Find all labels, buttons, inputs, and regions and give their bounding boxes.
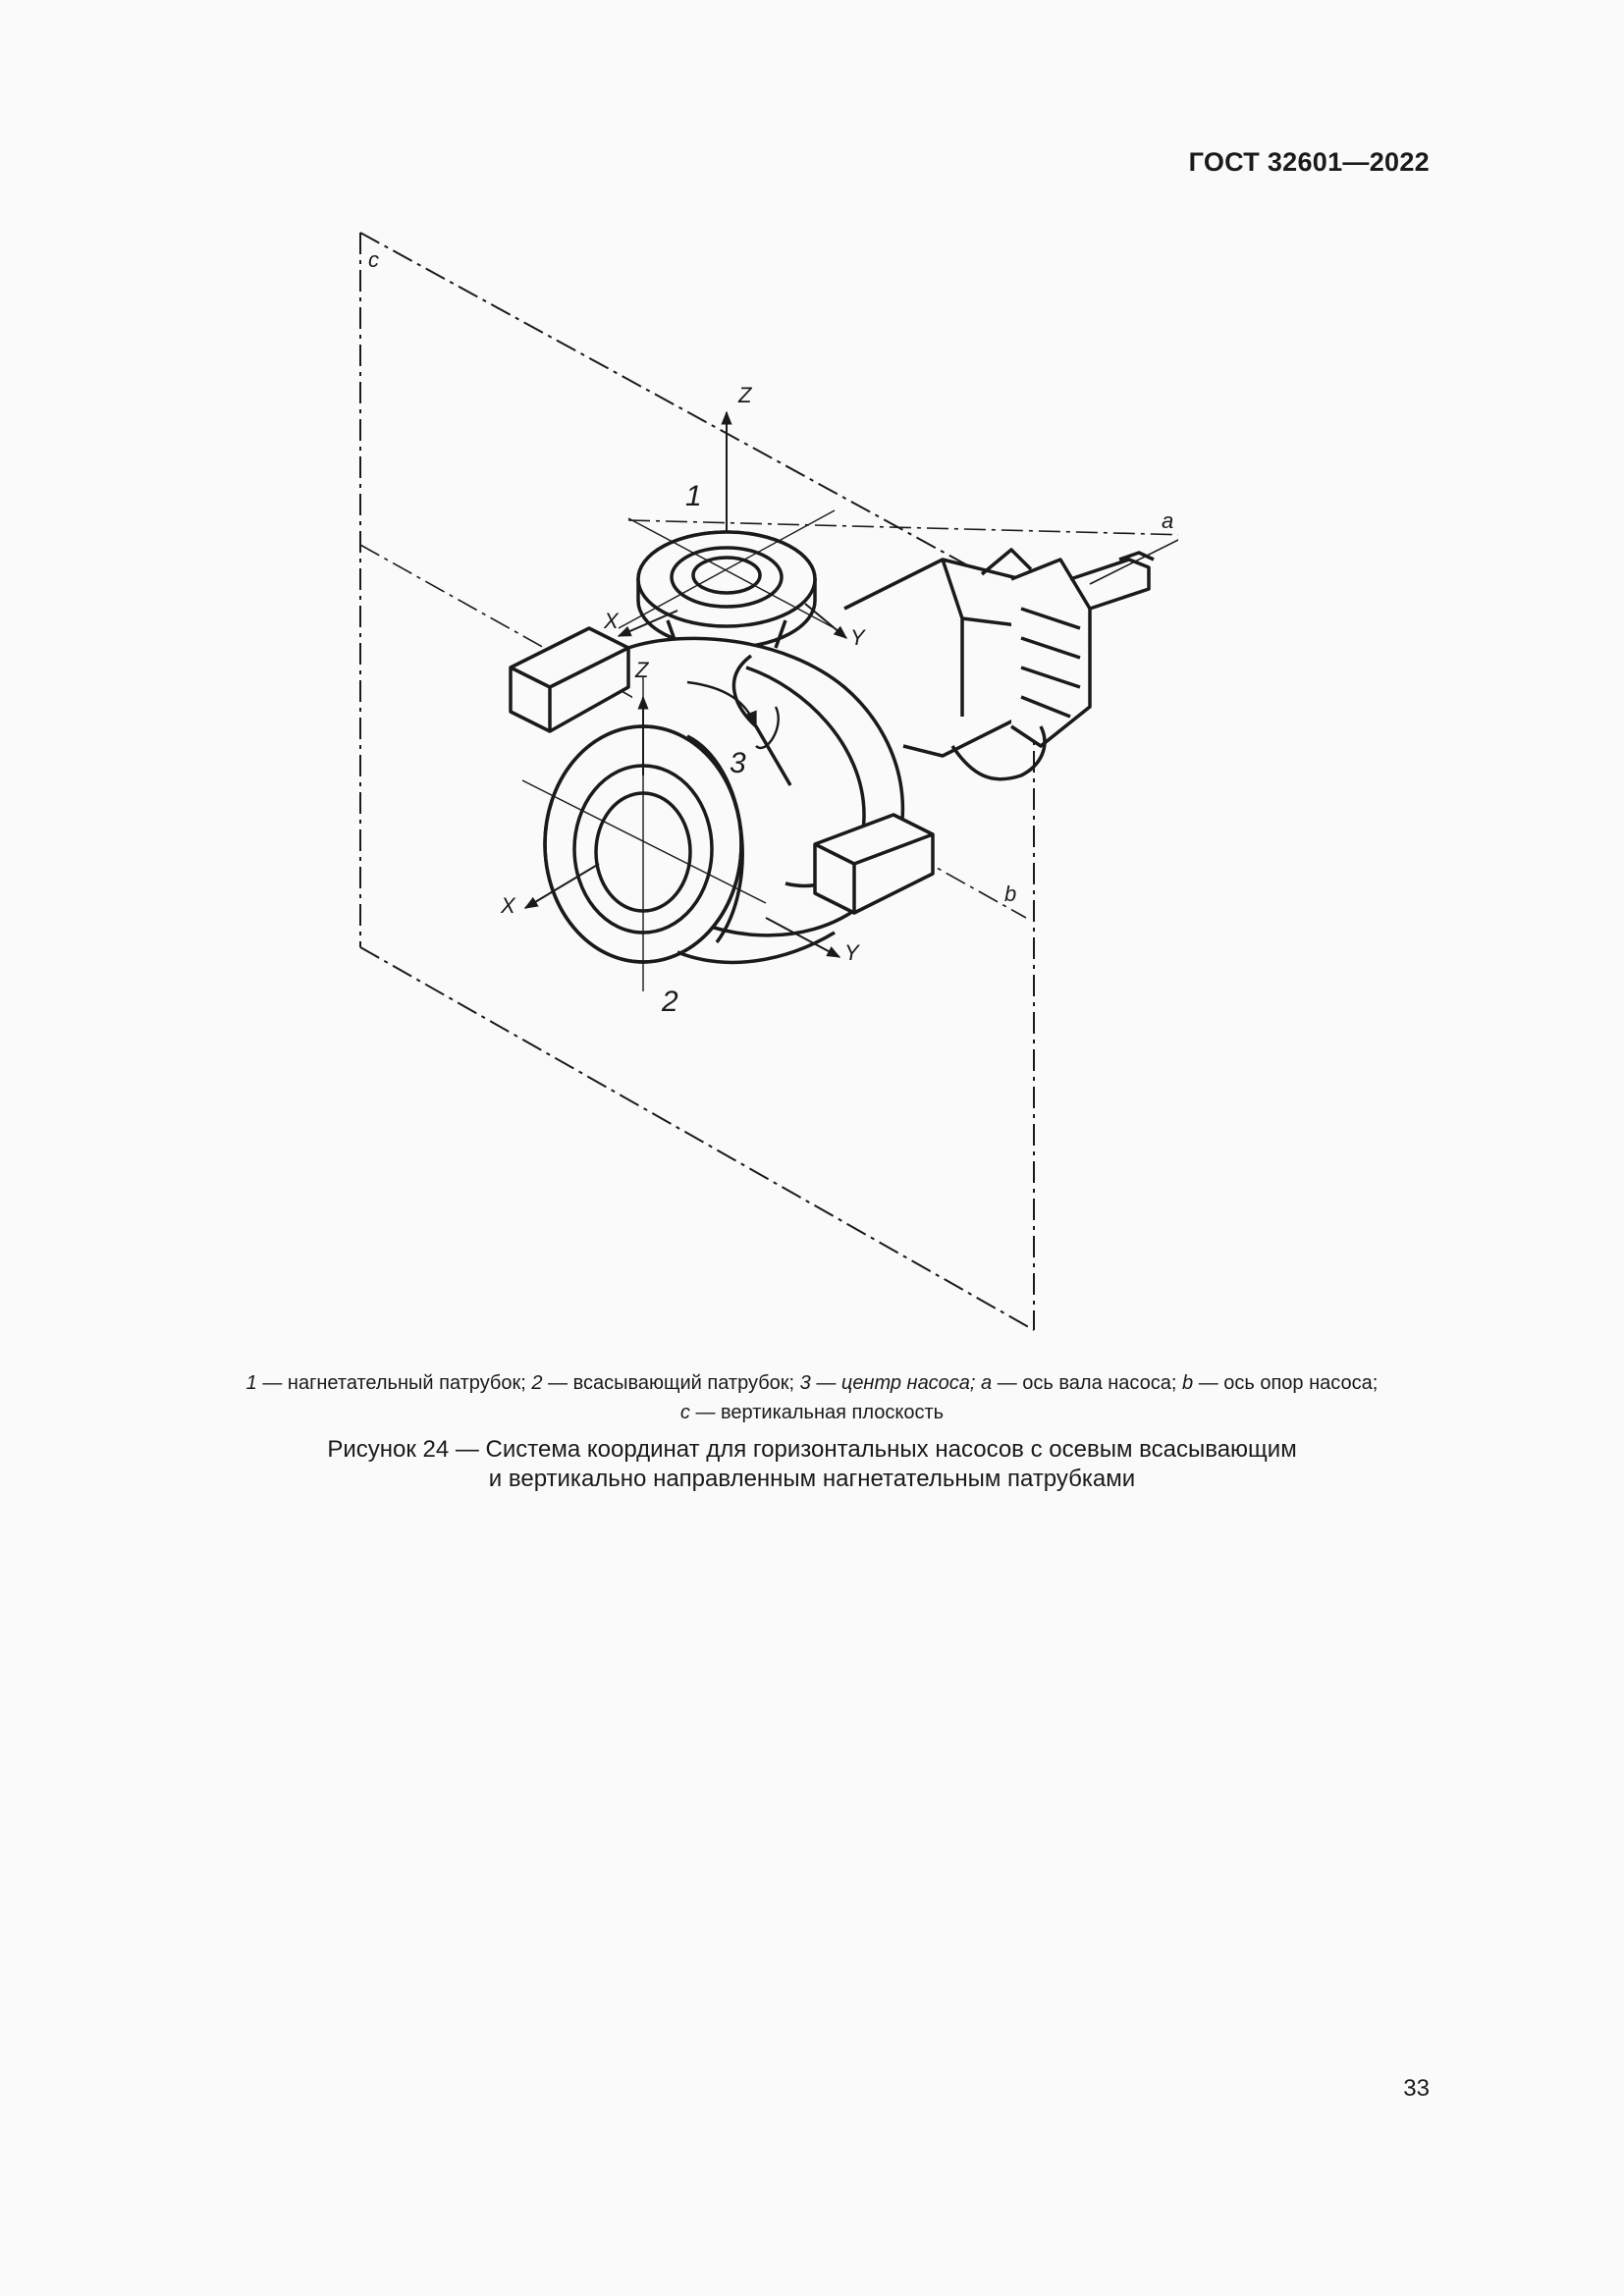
callout-1: 1 (685, 480, 702, 512)
figure-24-drawing (295, 216, 1178, 1345)
legend-item2-text: — всасывающий патрубок; (542, 1372, 800, 1394)
pump-body (511, 532, 1154, 962)
legend-item6-number: c (679, 1402, 690, 1423)
axis-z-top-label: Z (738, 383, 752, 407)
legend-item1-text: — нагнетательный патрубок; (256, 1372, 532, 1394)
figure-caption (147, 1435, 1477, 1494)
figure-legend (118, 1368, 1506, 1427)
legend-item6-text: — вертикальная плоскость (689, 1402, 945, 1423)
legend-item4-text: — ось вала насоса; (992, 1372, 1183, 1394)
caption-line-2: и вертикально направленным нагнетательным патрубками (488, 1466, 1136, 1492)
axis-y-bottom-label: Y (844, 940, 859, 965)
legend-line-1 (118, 1368, 1506, 1398)
callout-c: c (368, 247, 379, 272)
axis-x-bottom-label: X (501, 893, 515, 918)
callout-2: 2 (662, 986, 678, 1018)
callout-b: b (1004, 881, 1017, 906)
callout-3: 3 (730, 747, 746, 779)
legend-item5-number: b (1182, 1372, 1194, 1394)
legend-line-2 (118, 1398, 1506, 1427)
legend-item2-number: 2 (531, 1372, 543, 1394)
legend-item3-text: 3 — центр насоса; a (799, 1372, 993, 1394)
caption-line-1: Рисунок 24 — Система координат для горизонтальных насосов с осевым всасывающим (327, 1436, 1297, 1463)
legend-item5-text: — ось опор насоса; (1193, 1372, 1379, 1394)
axis-y-top-label: Y (850, 625, 865, 650)
axis-x-top-label: X (604, 609, 619, 633)
legend-item1-number: 1 (245, 1372, 257, 1394)
axis-z-mid-label: Z (635, 658, 649, 682)
pump-isometric-diagram (295, 216, 1178, 1345)
standard-header: ГОСТ 32601—2022 (1188, 147, 1430, 177)
page-number: 33 (1403, 2075, 1430, 2102)
callout-a: a (1162, 508, 1174, 533)
